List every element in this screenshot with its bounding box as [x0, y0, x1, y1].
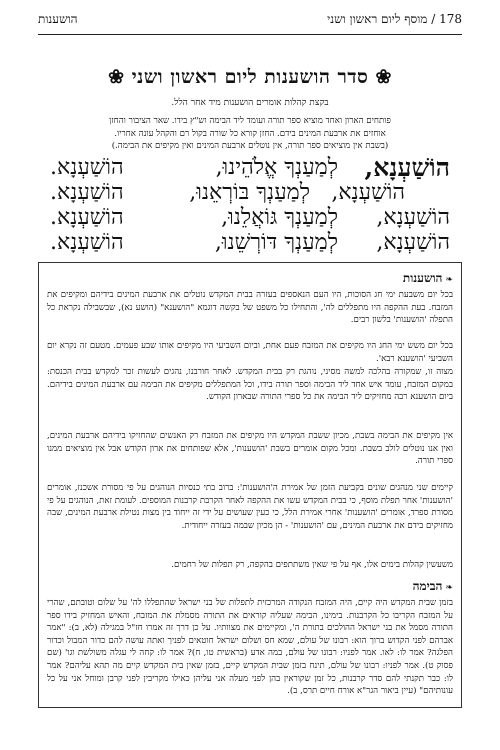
- hoshana-phrase: לְמַעַנְךָ אֱלֹהֵינוּ,: [215, 155, 338, 180]
- commentary-paragraph: בזמן שבית המקדש היה קיים, היה המזבח הנקודה המרכזית לתפלות של בני ישראל שהתפללו לה' על שלום וטובתם, שהרי על המזבח הקריבו כל הקרבנות. בימינו, הבימה שעליה קוראים את התורה מסמלת את המזבח, והאיש המחזיק בידו ספר התורה מסמל את בני ישראל ההולכים בתורת ה', ומקיימים את מצוותיו. על כן דרך זה אמרו חז"ל במגילה (לא, ב): "אמר אברהם לפני הקדוש ברוך הוא: רבונו של עולם, שמא חס ושלום ישראל חוטאים לפניך ואתה עושה להם כדור המבול וכדור הפלגה? אמר לו: לאו. אמר לפניו: רבונו של עולם, במה אדע (בראשית טו, ח)? אמר לו: קחה לי עגלה משולשת וגו' (שם פסוק ט). אמר לפניו: רבונו של עולם, תינח בזמן שבית המקדש קיים, בזמן שאין בית המקדש קיים מה תהא עליהם? אמר לו: כבר תקנתי להם סדר קרבנות, כל זמן שקוראין בהן לפני מעלה אני עליהן כאילו מקריבין לפני קרבן ומוחל אני על כל עונותיהם" (עיין ביאור הגר"א אורח חיים תרס, ב).: [47, 598, 453, 697]
- page-title: [0, 66, 500, 89]
- page-number: 178: [439, 12, 462, 26]
- section-name: הושענות: [38, 12, 78, 26]
- commentary-paragraph: בכל יום משבעת ימי חג הסוכות, היו העם הנאספים בעזרה בבית המקדש נוטלים את ארבעת המינים בידיהם ומקיפים את המזבח. בעת ההקפה היו מתפללים לה', והתחילו כל משפט של בקשה דוגמא "הושענא" (הושע נא), שבשבילה נקראת כל התפלה 'הושענות' בלשון רבים.: [47, 290, 453, 326]
- intro-line: פותחים הארון ואחד מוציא ספר תורה ועומד ליד הבימה וש"ץ בידו. שאר הציבור והחזן: [109, 116, 391, 126]
- hoshana-closing: הוֹשַׁעְנָא.: [50, 180, 124, 205]
- title-text: סדר הושענות ליום ראשון ושני: [131, 66, 369, 88]
- intro-line: אוחזים את ארבעת המינים בידם. החזן קורא כל שורה בקול רם והקהל עונה אחריו.: [114, 128, 386, 139]
- section-heading-bimah: [413, 579, 453, 594]
- hoshana-opening: הוֹשַׁעְנָא,: [364, 153, 450, 182]
- fleuron-icon: ❧: [445, 583, 453, 593]
- hoshana-opening: הוֹשַׁעְנָא,: [376, 230, 450, 255]
- page-header: [38, 12, 462, 32]
- commentary-paragraph: אין מקיפים את הבימה בשבת, מכיון ששבת המקדש היו מקיפים את המזבח רק האנשים שהחזיקו בידיהם ארבעת המינים, ואין אנו נוטלים לולב בשבת. ומכל מקום אומרים בשבת 'הושענות', אלא שפותחים את ארון הקודש אבל אין מוציאים ממנו ספרי תורה.: [47, 431, 453, 467]
- commentary-paragraph: משעשין קהלות בימים אלו, אף על פי שאין משתתפים בהקפה, רק תפלות של רחמים.: [171, 560, 453, 570]
- intro-instructions: [52, 115, 448, 153]
- title-ornament-left: ❀: [108, 66, 125, 88]
- commentary-paragraph: בכל יום משש ימי החג היו מקיפים את המזבח פעם אחת, וביום השביעי היו מקיפים אותו שבע פעמים. מטעם זה נקרא יום השביעי 'הושענא רבא'.: [47, 341, 453, 364]
- header-rule: [38, 34, 462, 35]
- section-heading-text: הושענות: [402, 271, 443, 285]
- hoshana-closing: הוֹשַׁעְנָא.: [50, 230, 124, 255]
- commentary-paragraph: קיימים שני מנהגים שונים בקביעת הזמן של אמירת ה'הושענות': ברוב בתי כנסיות הנוהגים על פי מסורת אשכנז, אומרים 'הושענות' אחר תפלת מוסף, כי בבית המקדש עשו את ההקפה לאחר הקרבת קרבנות המוספים. לעומת זאת, הנוהגים על פי מסורת ספרד, אומרים 'הושענות' אחרי אמירת הלל, כי כעין שעושים על ידי זה ייחוד בין מצות נטילת ארבעת המינים, שבה מחזיקים בידם את ארבעת המינים, עם 'הושענות' - הן מכיון שבמה בעזרה ייחודית.: [47, 483, 453, 531]
- running-head: מוסף ליום ראשון ושני: [327, 12, 428, 26]
- section-heading-text: הבימה: [412, 579, 443, 593]
- fleuron-icon: ❧: [445, 275, 453, 285]
- hoshana-phrase: לְמַעַנְךָ גּוֹאֲלֵנוּ,: [221, 205, 338, 230]
- hoshana-phrase: לְמַעַנְךָ דּוֹרְשֵׁנוּ,: [214, 230, 338, 255]
- hoshana-opening: הוֹשַׁעְנָא,: [376, 205, 450, 230]
- section-heading-hoshanot: [403, 271, 453, 286]
- hoshana-opening: הוֹשַׁעְנָא,: [331, 180, 405, 205]
- title-ornament-right: ❀: [375, 66, 392, 88]
- hoshana-closing: הוֹשַׁעְנָא.: [50, 205, 124, 230]
- intro-line: (בשבת אין מוציאים ספר תורה, אין נוטלים ארבעת המינים ואין מקיפים את הבימה.): [111, 141, 389, 151]
- commentary-paragraph: מצוה זו, שמקורה בהלכה למשה מסיני, נוהגת רק בבית המקדש. לאחר חורבנו, נהגים לעשות זכר למקדש בבית הכנסת: במקום המזבח, עומד איש אחד ליד הבימה וספר תורה בידו, וכל המתפללים מקיפים את הבימה עם ארבעת המינים בידיהם. ביום הושענא רבה מחזיקים ליד הבימה את כל ספרי התורה שבארון הקודש.: [47, 367, 453, 403]
- page-header-right: 178 / מוסף ליום ראשון ושני: [327, 12, 462, 26]
- commentary-box: [38, 262, 462, 708]
- hoshana-phrase: לְמַעַנְךָ בּוֹרְאֵנוּ,: [189, 180, 310, 205]
- subtitle: בקצת קהלות אומרים הושענות מיד אחר הלל.: [171, 98, 329, 108]
- hoshana-closing: הוֹשַׁעְנָא.: [50, 155, 124, 180]
